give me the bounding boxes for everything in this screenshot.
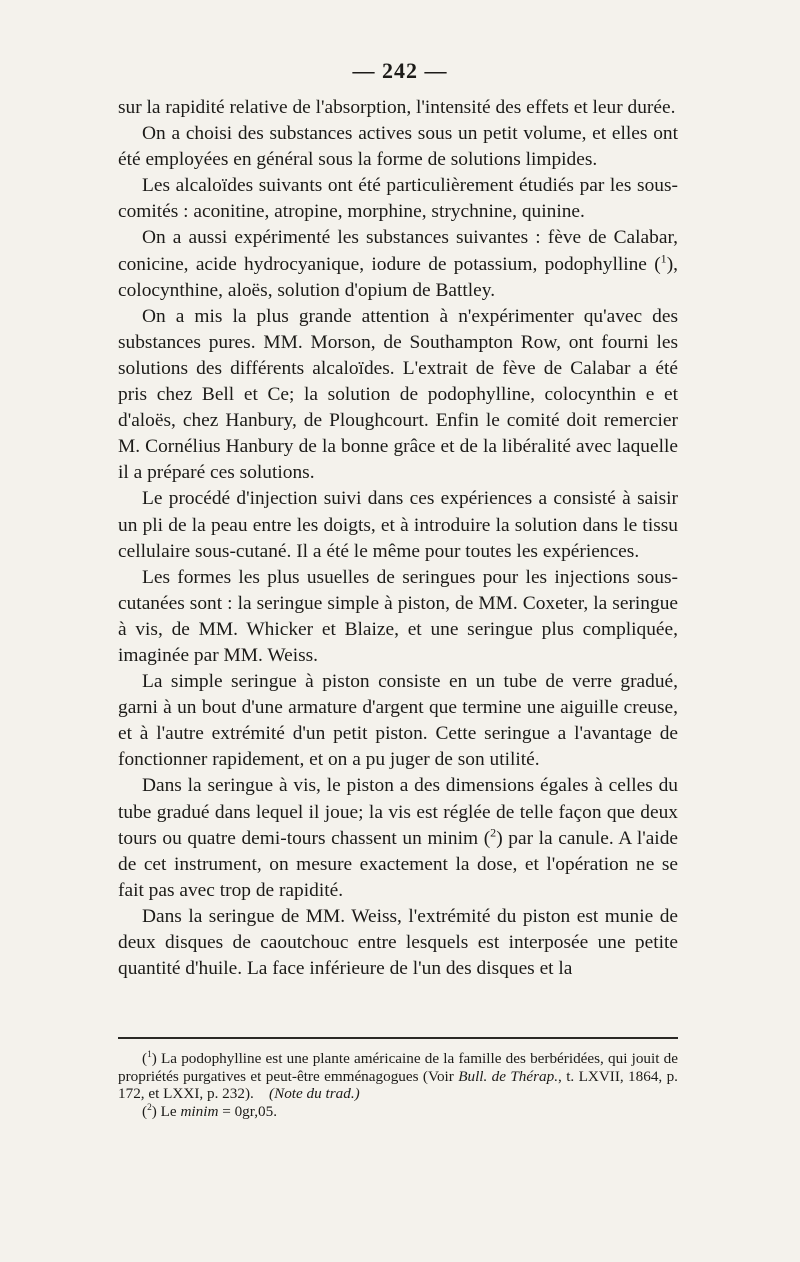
footnote-divider [118, 1037, 678, 1039]
paragraph-syringe-forms: Les formes les plus usuelles de seringues pour les injections sous-cutanées sont : la seringue simple à piston, de MM. Coxeter, la seringue à vis, de MM. Whicker et Blaize, et une seringue plus compliquée, imaginée par MM. Weiss. [118, 566, 678, 666]
paragraph-piston-syringe: La simple seringue à piston consiste en un tube de verre gradué, garni à un bout d'une armature d'argent que termine une aiguille creuse, et à l'autre extrémité d'un petit piston. Cette seringue a l'avantage de fonctionner rapidement, et on a pu juger de son utilité. [118, 671, 678, 771]
paragraph-alkaloids: Les alcaloïdes suivants ont été particulièrement étudiés par les sous-comités : aconitine, atropine, morphine, strychnine, quinine. [118, 175, 678, 223]
translator-note: (Note du trad.) [269, 1085, 360, 1102]
paragraph-weiss-syringe: Dans la seringue de MM. Weiss, l'extrémité du piston est munie de deux disques de caoutchouc entre lesquels est interposée une petite quantité d'huile. La face inférieure de l'un des disques et la [118, 905, 678, 980]
footnote-2: ($^2$) Le minim = 0gr,05. [142, 1102, 277, 1120]
footnote-1: ($^1$) La podophylline est une plante américaine de la famille des berbéridées, qui jouit de propriétés purgatives et peut-être emménagogues (Voir Bull. de Thérap., t. LXVII, 1864, p. 172, et LXXI, p. 232). (Note du trad.) [118, 1049, 678, 1102]
body-text [118, 95, 678, 982]
footnotes [118, 1050, 678, 1120]
page-number: — 242 — [352, 58, 448, 83]
footnote-ref-2: 2 [490, 825, 497, 840]
footnote-ref-1: 1 [660, 251, 667, 266]
paragraph-other-substances: On a aussi expérimenté les substances suivantes : fève de Calabar, conicine, acide hydrocyanique, iodure de potassium, podophylline ($^1$), colocynthine, aloës, solution d'opium de Battley. [118, 227, 678, 301]
paragraph-injection-procedure: Le procédé d'injection suivi dans ces expériences a consisté à saisir un pli de la peau entre les doigts, et à introduire la solution dans le tissu cellulaire sous-cutané. Il a été le même pour toutes les expériences. [118, 488, 678, 562]
paragraph-continuation: sur la rapidité relative de l'absorption, l'intensité des effets et leur durée. [118, 97, 676, 118]
paragraph-substances: On a choisi des substances actives sous un petit volume, et elles ont été employées en général sous la forme de solutions limpides. [118, 123, 678, 171]
paragraph-pure-substances: On a mis la plus grande attention à n'expérimenter qu'avec des substances pures. MM. Morson, de Southampton Row, ont fourni les solutions des différents alcaloïdes. L'extrait de fève de Calabar a été pris chez Bell et Ce; la solution de podophylline, colocynthin e et d'aloës, chez Hanbury, de Ploughcourt. Enfin le comité doit remercier M. Cornélius Hanbury de la bonne grâce et de la libéralité avec laquelle il a préparé ces solutions. [118, 305, 678, 484]
paragraph-screw-syringe: Dans la seringue à vis, le piston a des dimensions égales à celles du tube gradué dans lequel il joue; la vis est réglée de telle façon que deux tours ou quatre demi-tours chassent un minim ($^2$) par la canule. A l'aide de cet instrument, on mesure exactement la dose, et l'opération ne se fait pas avec trop de rapidité. [118, 775, 678, 901]
